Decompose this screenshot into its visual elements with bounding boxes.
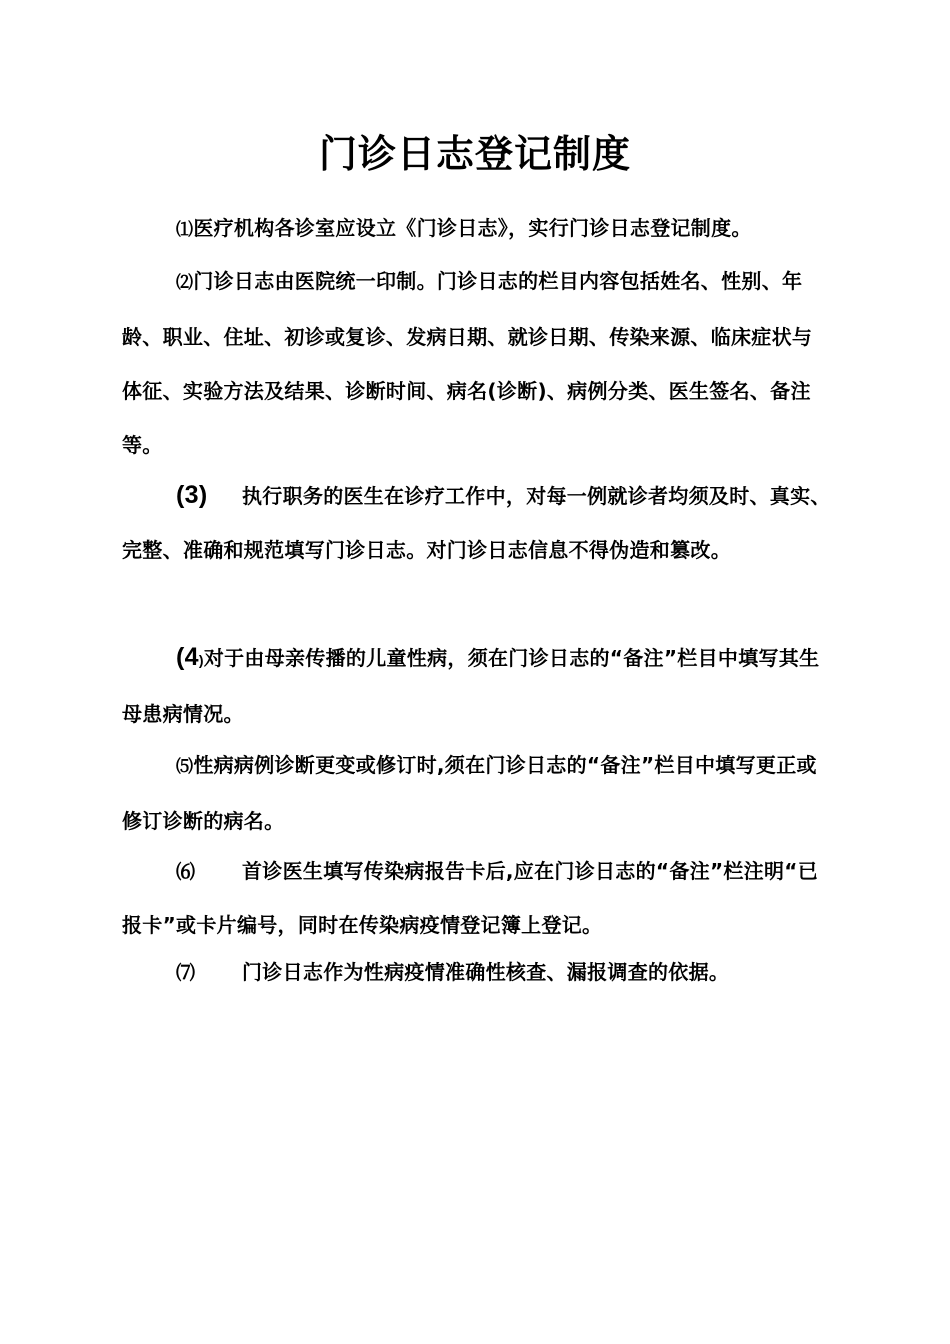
- paragraph-6-number: ⑹: [176, 862, 196, 883]
- paragraph-5-text: 性病病例诊断更变或修订时,须在门诊日志的“备注”栏目中填写更正或修订诊断的病名。: [122, 753, 817, 833]
- paragraph-5: [122, 738, 832, 848]
- paragraph-3-text: 执行职务的医生在诊疗工作中，对每一例就诊者均须及时、真实、完整、准确和规范填写门诊日志。对门诊日志信息不得伪造和篡改。: [122, 484, 831, 562]
- paragraph-4-number: (4: [176, 643, 199, 671]
- paragraph-3: [122, 468, 832, 577]
- paragraph-4-text: 对于由母亲传播的儿童性病，须在门诊日志的“备注”栏目中填写其生母患病情况。: [122, 646, 820, 726]
- paragraph-4: [122, 630, 832, 741]
- paragraph-4-number-close: ): [198, 652, 204, 668]
- paragraph-6: [122, 845, 832, 951]
- paragraph-5-number: ⑸: [176, 757, 194, 776]
- paragraph-2: [122, 254, 832, 472]
- paragraph-1-text: 医疗机构各诊室应设立《门诊日志》，实行门诊日志登记制度。: [193, 216, 752, 240]
- paragraph-2-text: 门诊日志由医院统一印制。门诊日志的栏目内容包括姓名、性别、年龄、职业、住址、初诊或复诊、发病日期、就诊日期、传染来源、临床症状与体征、实验方法及结果、诊断时间、病名(诊断)、病例分类、医生签名、备注等。: [122, 269, 813, 457]
- paragraph-7: [122, 945, 832, 1001]
- paragraph-2-number: ⑵: [176, 273, 194, 292]
- document-title: 门诊日志登记制度: [318, 132, 631, 176]
- paragraph-7-text: 门诊日志作为性病疫情准确性核查、漏报调查的依据。: [242, 960, 730, 984]
- paragraph-7-number: ⑺: [176, 963, 196, 984]
- paragraph-1: [122, 201, 832, 257]
- paragraph-3-number: (3): [176, 481, 208, 509]
- paragraph-1-number: ⑴: [176, 220, 194, 239]
- paragraph-6-text: 首诊医生填写传染病报告卡后,应在门诊日志的“备注”栏注明“已报卡”或卡片编号，同时在传染病疫情登记簿上登记。: [122, 859, 819, 937]
